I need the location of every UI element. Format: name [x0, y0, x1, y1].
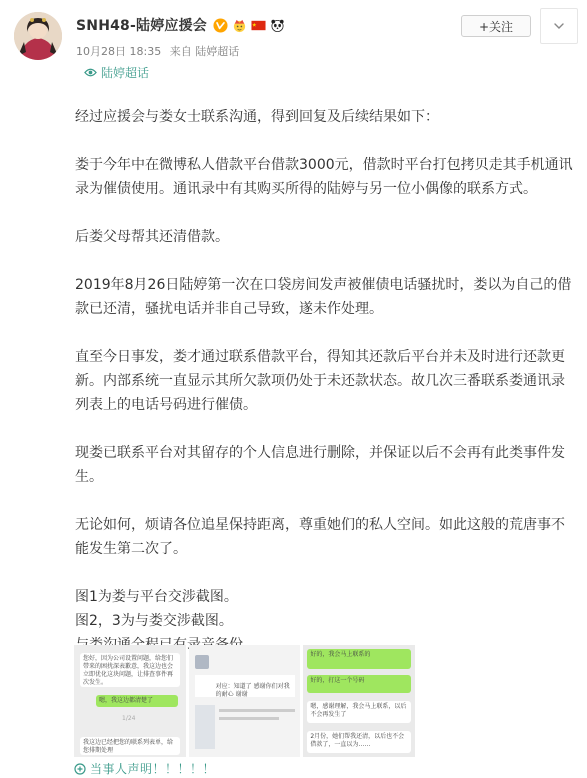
chat-message: 好的，我会马上联系的: [307, 649, 411, 669]
chevron-down-icon: [552, 19, 566, 33]
panda-icon: [270, 18, 285, 33]
chat-screenshot-3[interactable]: [303, 645, 415, 757]
follow-button[interactable]: [461, 15, 531, 37]
paragraph-first-incident: 2019年8月26日陆婷第一次在口袋房间发声被催债电话骚扰时，娄以为自己的借款已还清，骚扰电话并非自己导致，遂未作处理。: [75, 277, 572, 317]
chat-message: 好的，打这一个号码: [307, 675, 411, 693]
avatar-image: [14, 12, 62, 60]
post-meta: [76, 43, 244, 59]
follow-label: +关注: [478, 19, 514, 34]
paragraph-discovery: 直至今日事发，娄才通过联系借款平台，得知其还款后平台并未及时进行还款更新。内部系统一直显示其所欠款项仍处于未还款状态。故几次三番联系娄通讯录列表上的电话号码进行催债。: [75, 349, 565, 413]
supertopic-link[interactable]: [84, 64, 149, 81]
avatar: [195, 655, 209, 669]
supertopic-label: 陆婷超话: [101, 66, 150, 80]
paragraph-repaid: 后娄父母帮其还清借款。: [75, 229, 229, 245]
note-image-1: 图1为娄与平台交涉截图。: [75, 589, 238, 605]
paragraph-appeal: 无论如何，烦请各位追星保持距离，尊重她们的私人空间。如此这般的荒唐事不能发生第二次了。: [75, 517, 565, 557]
supertopic-icon: [84, 66, 97, 79]
chat-message: 嗯，我这边都清楚了: [96, 695, 178, 707]
post-content: [75, 105, 575, 657]
chat-screenshot-2[interactable]: [189, 645, 301, 757]
crown-emoji-icon: [232, 18, 247, 33]
paragraph-loan: 娄于今年中在微博私人借款平台借款3000元，借款时平台打包拷贝走其手机通讯录为催债使用。通讯录中有其购买所得的陆婷与另一位小偶像的联系方式。: [75, 157, 573, 197]
post-source[interactable]: 来自 陆婷超话: [169, 45, 240, 58]
image-gallery: [74, 645, 415, 757]
paragraph-deletion: 现娄已联系平台对其留存的个人信息进行删除，并保证以后不会再有此类事件发生。: [75, 445, 565, 485]
chat-message: 我这边已经把您的联系列表单，给您排期处理: [80, 737, 180, 755]
post-header: [0, 0, 587, 90]
paragraph-intro: 经过应援会与娄女士联系沟通，得到回复及后续结果如下：: [75, 109, 439, 125]
note-image-2-3: 图2，3为与娄交涉截图。: [75, 613, 233, 629]
verified-icon: [213, 18, 228, 33]
avatar[interactable]: [14, 12, 62, 60]
statement-link[interactable]: [74, 760, 215, 777]
link-icon: [74, 763, 86, 775]
china-flag-icon: [251, 18, 266, 33]
author-name[interactable]: SNH48-陆婷应援会: [76, 18, 208, 34]
chat-message: 嗯，感谢理解，我会马上联系，以后不会再发生了: [307, 701, 411, 723]
chat-message: 2月份，她们帮我还清，以后也不会借款了，一直以为……: [307, 731, 411, 753]
chat-screenshot-1[interactable]: [74, 645, 186, 757]
statement-link-label: 当事人声明！！！！！: [90, 762, 216, 776]
page-indicator: 1/24: [122, 715, 136, 722]
chat-message: 对应：知道了 感谢你们对我的耐心 谢谢: [213, 681, 293, 693]
author-badges: [213, 18, 289, 33]
chat-message: 您好，因为公司设置问题，给您们带来的困扰深表歉意，我这边也会立即优化这块问题，让排查事件再次发生。: [80, 653, 180, 687]
author-row: [76, 14, 289, 36]
more-options-button[interactable]: [540, 8, 578, 44]
post-date[interactable]: 10月28日 18:35: [76, 45, 162, 58]
